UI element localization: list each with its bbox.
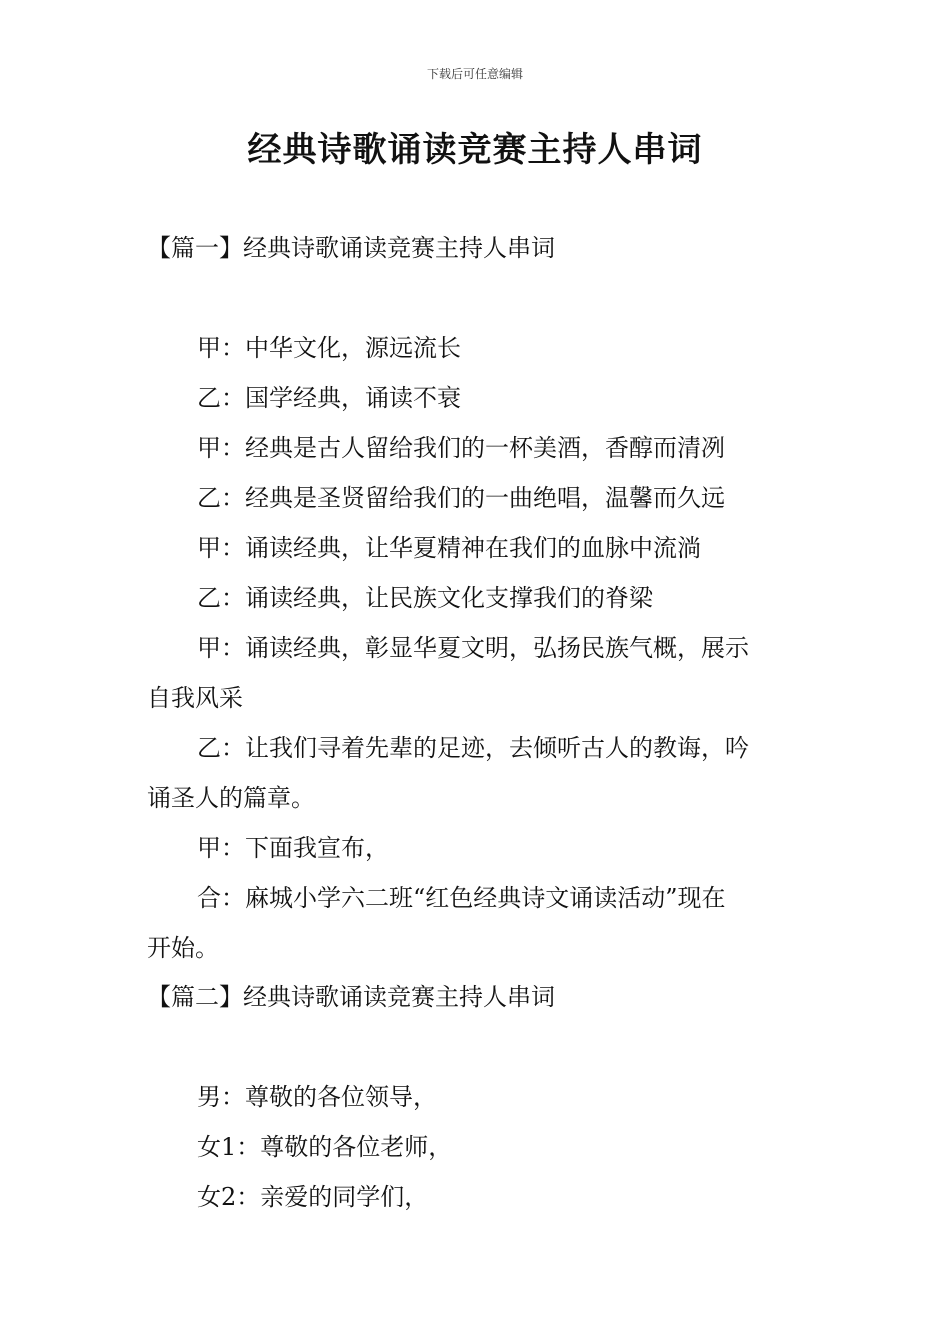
dialogue-line: 乙：国学经典，诵读不衰	[197, 384, 461, 412]
dialogue-line: 女1：尊敬的各位老师，	[197, 1133, 453, 1161]
dialogue-line: 甲：下面我宣布，	[197, 834, 389, 862]
dialogue-line: 乙：诵读经典，让民族文化支撑我们的脊梁	[197, 584, 653, 612]
section-heading-2: 【篇二】经典诗歌诵读竞赛主持人串词	[147, 983, 555, 1011]
dialogue-line: 女2：亲爱的同学们，	[197, 1183, 429, 1211]
dialogue-line-continuation: 诵圣人的篇章。	[147, 784, 315, 812]
dialogue-line: 甲：诵读经典，彰显华夏文明，弘扬民族气概，展示	[197, 634, 749, 662]
dialogue-line: 乙：经典是圣贤留给我们的一曲绝唱，温馨而久远	[197, 484, 725, 512]
section-heading-1: 【篇一】经典诗歌诵读竞赛主持人串词	[147, 234, 555, 262]
dialogue-line: 甲：经典是古人留给我们的一杯美酒，香醇而清冽	[197, 434, 725, 462]
dialogue-line: 甲：诵读经典，让华夏精神在我们的血脉中流淌	[197, 534, 701, 562]
document-title: 经典诗歌诵读竞赛主持人串词	[247, 130, 703, 170]
dialogue-line-continuation: 开始。	[147, 934, 219, 962]
dialogue-line: 甲：中华文化，源远流长	[197, 334, 461, 362]
dialogue-line: 合：麻城小学六二班“红色经典诗文诵读活动”现在	[197, 884, 726, 912]
dialogue-line: 男：尊敬的各位领导，	[197, 1083, 437, 1111]
dialogue-line-continuation: 自我风采	[147, 684, 243, 712]
dialogue-line: 乙：让我们寻着先辈的足迹，去倾听古人的教诲，吟	[197, 734, 749, 762]
header-note: 下载后可任意编辑	[426, 67, 523, 81]
